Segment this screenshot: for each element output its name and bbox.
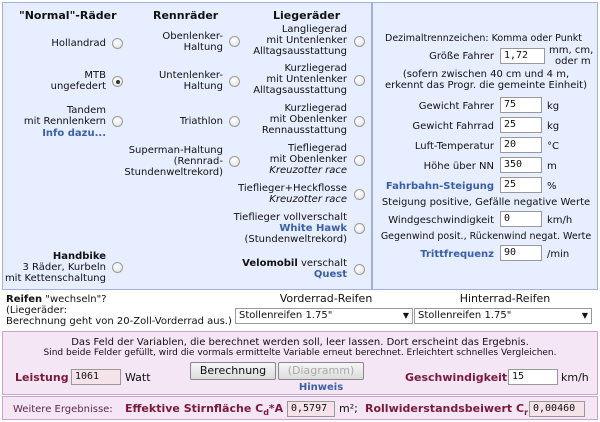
calculation-panel bbox=[2, 331, 598, 395]
label-kurzliegerad-1-sub1: mit Untenlenker bbox=[266, 74, 347, 85]
steigung-input[interactable]: 25 bbox=[500, 177, 542, 193]
reifen-label bbox=[6, 294, 107, 305]
luft-unit: °C bbox=[547, 141, 559, 152]
label-untenlenker-sub: Haltung bbox=[183, 81, 223, 92]
berechnung-button[interactable]: Berechnung bbox=[190, 362, 276, 380]
radio-kurzliegerad-1[interactable] bbox=[354, 75, 365, 86]
groesse-note-2: erkennt das Progr. die gemeinte Einheit) bbox=[385, 80, 587, 91]
label-vollverschalt-sub: (Stundenweltrekord) bbox=[244, 234, 347, 245]
reifen-row bbox=[2, 290, 598, 330]
label-mtb-sub: ungefedert bbox=[50, 81, 106, 92]
radio-handbike[interactable] bbox=[112, 262, 123, 273]
gewicht-fahrer-unit: kg bbox=[547, 101, 560, 112]
gewicht-fahrrad-unit: kg bbox=[547, 121, 560, 132]
reifen-wechseln: "wechseln"? bbox=[45, 294, 107, 305]
wind-label: Windgeschwindigkeit bbox=[388, 215, 494, 226]
hoehe-label: Höhe über NN bbox=[423, 161, 494, 172]
calc-info-1: Das Feld der Variablen, die berechnet werden soll, leer lassen. Dort erscheint das Ergebnis. bbox=[71, 337, 529, 348]
rollwiderstand-text: Rollwiderstandsbeiwert C bbox=[365, 402, 525, 415]
label-tiefliegerad: Tiefliegerad bbox=[287, 143, 347, 154]
rollwiderstand-label bbox=[365, 403, 528, 418]
results-label: Weitere Ergebnisse: bbox=[13, 404, 113, 415]
label-heckflosse: Tieflieger+Heckflosse bbox=[238, 183, 347, 194]
info-link[interactable]: Info dazu... bbox=[42, 128, 106, 139]
radio-kurzliegerad-2[interactable] bbox=[354, 116, 365, 127]
velomobil-desc: verschalt bbox=[300, 258, 347, 269]
label-kurzliegerad-1: Kurzliegerad bbox=[284, 63, 347, 74]
diagramm-button[interactable]: (Diagramm) bbox=[278, 362, 364, 380]
label-handbike-sub2: mit Kettenschaltung bbox=[4, 273, 106, 284]
label-langliegerad: Langliegerad bbox=[281, 24, 347, 35]
trittfrequenz-unit: /min bbox=[547, 249, 570, 260]
hoehe-input[interactable]: 350 bbox=[500, 157, 542, 173]
label-tiefliegerad-sub1: mit Obenlenker bbox=[269, 154, 347, 165]
steigung-link[interactable]: Fahrbahn-Steigung bbox=[385, 181, 494, 192]
label-obenlenker-sub: Haltung bbox=[183, 42, 223, 53]
reifen-title: Reifen bbox=[6, 294, 43, 305]
vorderrad-label: Vorderrad-Reifen bbox=[279, 292, 373, 305]
steigung-note: Steigung positive, Gefälle negative Werte bbox=[381, 197, 591, 208]
radio-velomobil[interactable] bbox=[354, 264, 365, 275]
link-white-hawk[interactable]: White Hawk bbox=[279, 223, 347, 234]
stirnflaeche-text: Effektive Stirnfläche C bbox=[125, 402, 264, 415]
label-tiefliegerad-sub2: Kreuzotter race bbox=[269, 165, 347, 176]
groesse-unit-1: mm, cm, bbox=[549, 45, 594, 56]
label-tandem: Tandem bbox=[66, 105, 106, 116]
bike-selection-panel bbox=[2, 2, 372, 290]
label-kurzliegerad-1-sub2: Alltagsausstattung bbox=[253, 85, 347, 96]
header-normal: "Normal"-Räder bbox=[19, 9, 117, 22]
hoehe-unit: m bbox=[547, 161, 557, 172]
label-triathlon: Triathlon bbox=[179, 116, 223, 127]
reifen-note-1: (Liegeräder: bbox=[6, 305, 67, 316]
label-superman: Superman-Haltung bbox=[128, 145, 223, 156]
leistung-input[interactable]: 1061 bbox=[71, 369, 121, 385]
hinterrad-label: Hinterrad-Reifen bbox=[459, 292, 551, 305]
luft-input[interactable]: 20 bbox=[500, 137, 542, 153]
groesse-label: Größe Fahrer bbox=[429, 51, 494, 62]
leistung-unit: Watt bbox=[125, 371, 151, 384]
label-heckflosse-sub: Kreuzotter race bbox=[269, 194, 347, 205]
hinweis-link[interactable]: Hinweis bbox=[298, 382, 344, 393]
vorderrad-select[interactable] bbox=[235, 308, 413, 324]
groesse-note-1: (sofern zwischen 40 cm und 4 m, bbox=[402, 69, 570, 80]
radio-hollandrad[interactable] bbox=[112, 38, 123, 49]
stirnflaeche-output: 0,5797 bbox=[287, 401, 335, 417]
radio-untenlenker[interactable] bbox=[229, 76, 240, 87]
wind-note: Gegenwind posit., Rückenwind negat. Werte bbox=[380, 231, 592, 242]
header-liege: Liegeräder bbox=[273, 9, 341, 22]
radio-triathlon[interactable] bbox=[229, 116, 240, 127]
vorderrad-arrow-icon: ▼ bbox=[402, 311, 409, 320]
gewicht-fahrrad-input[interactable]: 25 bbox=[500, 117, 542, 133]
label-langliegerad-sub2: Alltagsausstattung bbox=[253, 46, 347, 57]
dezimal-note: Dezimaltrennzeichen: Komma oder Punkt bbox=[385, 33, 582, 44]
stirnflaeche-unit: m²; bbox=[339, 402, 358, 415]
parameter-panel bbox=[372, 2, 598, 290]
stirnflaeche-sub: d bbox=[263, 408, 269, 418]
leistung-label: Leistung bbox=[15, 371, 69, 384]
label-kurzliegerad-2-sub2: Rennausstattung bbox=[261, 125, 347, 136]
wind-unit: km/h bbox=[547, 215, 573, 226]
label-kurzliegerad-2: Kurzliegerad bbox=[284, 103, 347, 114]
hinterrad-select[interactable] bbox=[414, 308, 592, 324]
label-kurzliegerad-2-sub1: mit Obenlenker bbox=[269, 114, 347, 125]
steigung-unit: % bbox=[547, 181, 557, 192]
geschwindigkeit-input[interactable]: 15 bbox=[508, 369, 558, 385]
label-vollverschalt: Tieflieger vollverschalt bbox=[233, 212, 347, 223]
stirnflaeche-label bbox=[125, 403, 283, 418]
gewicht-fahrrad-label: Gewicht Fahrrad bbox=[412, 121, 494, 132]
trittfrequenz-link[interactable]: Trittfrequenz bbox=[420, 249, 494, 260]
radio-superman[interactable] bbox=[229, 156, 240, 167]
calc-info-2: Sind beide Felder gefüllt, wird die vormals ermittelte Variable erneut berechnet. Erleichtert schnelles Vergleichen. bbox=[43, 348, 557, 358]
geschwindigkeit-unit: km/h bbox=[561, 371, 589, 384]
radio-langliegerad[interactable] bbox=[354, 36, 365, 47]
rollwiderstand-sub: r bbox=[524, 408, 529, 418]
label-handbike-sub1: 3 Räder, Kurbeln bbox=[22, 262, 106, 273]
label-superman-sub1: (Rennrad- bbox=[173, 156, 223, 167]
groesse-unit-2: oder m bbox=[555, 56, 591, 67]
geschwindigkeit-label: Geschwindigkeit bbox=[405, 371, 508, 384]
label-superman-sub2: Stundenweltrekord) bbox=[124, 167, 223, 178]
label-handbike: Handbike bbox=[52, 251, 106, 262]
hinterrad-value: Stollenreifen 1.75" bbox=[418, 310, 512, 321]
radio-tiefliegerad[interactable] bbox=[354, 155, 365, 166]
header-renn: Rennräder bbox=[153, 9, 219, 22]
radio-heckflosse[interactable] bbox=[354, 189, 365, 200]
hinterrad-arrow-icon: ▼ bbox=[581, 311, 588, 320]
label-untenlenker: Untenlenker- bbox=[158, 70, 223, 81]
gewicht-fahrer-input[interactable]: 75 bbox=[500, 97, 542, 113]
gewicht-fahrer-label: Gewicht Fahrer bbox=[418, 101, 494, 112]
label-velomobil bbox=[242, 258, 347, 269]
luft-label: Luft-Temperatur bbox=[414, 141, 494, 152]
label-hollandrad: Hollandrad bbox=[51, 38, 106, 49]
stirnflaeche-tail: *A bbox=[268, 402, 284, 415]
vorderrad-value: Stollenreifen 1.75" bbox=[239, 310, 333, 321]
radio-tandem[interactable] bbox=[112, 116, 123, 127]
trittfrequenz-input[interactable]: 90 bbox=[500, 245, 542, 261]
groesse-input[interactable]: 1,72 bbox=[500, 48, 545, 64]
label-obenlenker: Obenlenker- bbox=[162, 31, 223, 42]
label-mtb: MTB bbox=[84, 70, 106, 81]
results-row bbox=[2, 396, 598, 420]
label-langliegerad-sub1: mit Untenlenker bbox=[266, 35, 347, 46]
reifen-note-2: Berechnung geht von 20-Zoll-Vorderrad aus.) bbox=[6, 316, 232, 327]
radio-vollverschalt[interactable] bbox=[354, 223, 365, 234]
radio-obenlenker[interactable] bbox=[229, 36, 240, 47]
wind-input[interactable]: 0 bbox=[500, 211, 542, 227]
radio-mtb[interactable] bbox=[112, 76, 123, 87]
label-tandem-sub: mit Rennlenkern bbox=[23, 116, 106, 127]
rollwiderstand-output: 0,00460 bbox=[529, 401, 585, 417]
link-quest[interactable]: Quest bbox=[313, 269, 347, 280]
velomobil-name: Velomobil bbox=[242, 258, 298, 269]
